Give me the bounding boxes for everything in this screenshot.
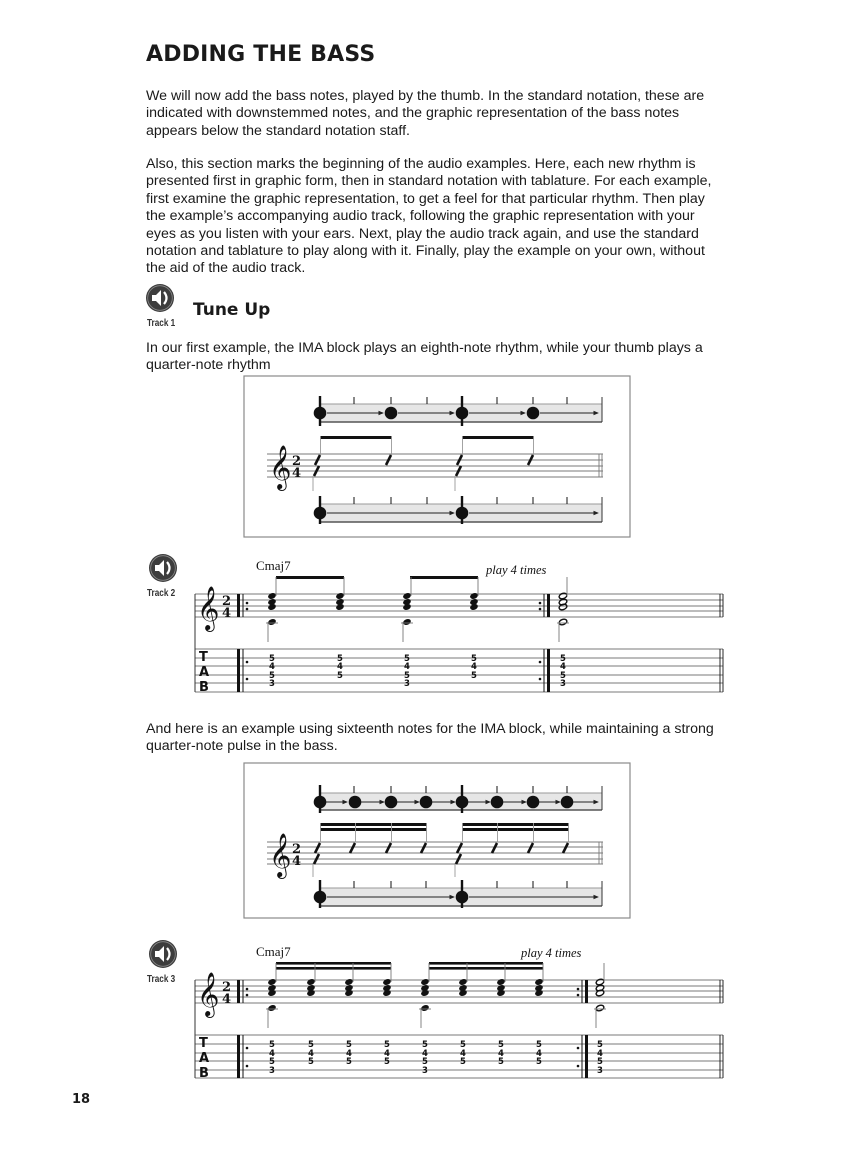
svg-text:4: 4	[308, 1049, 314, 1059]
svg-text:5: 5	[498, 1040, 504, 1050]
track-2-label: Track 2	[147, 587, 176, 599]
svg-text:4: 4	[471, 662, 477, 672]
notation-track-2	[195, 558, 723, 695]
svg-text:5: 5	[404, 654, 410, 664]
svg-text:3: 3	[422, 1066, 428, 1076]
svg-text:Cmaj7: Cmaj7	[256, 944, 291, 959]
svg-text:B: B	[199, 680, 209, 695]
treble-clef-icon: 𝄞	[269, 445, 292, 489]
svg-text:B: B	[199, 1066, 209, 1081]
svg-text:5: 5	[269, 1057, 275, 1067]
svg-text:4: 4	[560, 662, 566, 672]
svg-text:4: 4	[384, 1049, 390, 1059]
svg-text:5: 5	[460, 1057, 466, 1067]
svg-text:5: 5	[536, 1057, 542, 1067]
svg-text:2: 2	[222, 980, 232, 995]
text-line: Also, this section marks the beginning of the audio examples. Here, each new rhythm is	[146, 156, 696, 172]
svg-text:5: 5	[269, 671, 275, 681]
text-line: In our first example, the IMA block plays an eighth-note rhythm, while your thumb plays a	[146, 340, 703, 356]
svg-text:5: 5	[269, 654, 275, 664]
notation-track-3	[195, 944, 723, 1081]
svg-text:4: 4	[498, 1049, 504, 1059]
treble-clef-icon: 𝄞	[197, 972, 220, 1016]
track-3-label: Track 3	[147, 973, 176, 985]
svg-text:4: 4	[269, 1049, 275, 1059]
text-line: the aid of the audio track.	[146, 260, 306, 277]
svg-text:5: 5	[597, 1040, 603, 1050]
svg-text:5: 5	[346, 1057, 352, 1067]
svg-text:5: 5	[498, 1057, 504, 1067]
svg-text:5: 5	[597, 1057, 603, 1067]
text-line: indicated with downstemmed notes, and the graphic representation of the bass notes	[146, 105, 680, 122]
treble-clef-icon: 𝄞	[197, 586, 220, 630]
svg-text:T: T	[199, 1036, 208, 1051]
svg-text:5: 5	[404, 671, 410, 681]
text-line: presented first in graphic form, then in standard notation with tablature. For each example,	[146, 173, 712, 190]
svg-text:5: 5	[560, 654, 566, 664]
svg-text:5: 5	[337, 671, 343, 681]
treble-clef-icon: 𝄞	[269, 833, 292, 877]
text-line: appears below the standard notation staff.	[146, 122, 410, 139]
svg-text:5: 5	[471, 671, 477, 681]
svg-text:5: 5	[560, 671, 566, 681]
svg-text:4: 4	[222, 992, 232, 1007]
svg-text:4: 4	[292, 466, 302, 481]
text-line: notation and tablature to play along with it. Finally, play the example on your own, without	[146, 243, 705, 260]
text-line: first examine the graphic representation, to get a feel for that particular rhythm. Then play	[146, 190, 705, 207]
svg-text:play 4 times: play 4 times	[521, 946, 582, 960]
svg-text:5: 5	[471, 654, 477, 664]
svg-text:2: 2	[292, 454, 302, 469]
text-line: the example’s accompanying audio track, following the graphic representation with your	[146, 208, 695, 225]
svg-text:5: 5	[308, 1057, 314, 1067]
text-line: eyes as you listen with your ears. Next, play the audio track again, and use the standard	[146, 225, 699, 242]
svg-text:3: 3	[404, 679, 410, 689]
svg-text:5: 5	[308, 1040, 314, 1050]
svg-text:3: 3	[560, 679, 566, 689]
tab-numbers	[269, 1040, 603, 1076]
page-number: 18	[72, 1092, 91, 1107]
text-line: quarter-note pulse in the bass.	[146, 738, 338, 755]
rhythm-graphic-sixteenths	[244, 763, 630, 918]
svg-text:4: 4	[337, 662, 343, 672]
svg-text:4: 4	[597, 1049, 603, 1059]
svg-text:5: 5	[536, 1040, 542, 1050]
text-line: quarter-note rhythm	[146, 357, 271, 374]
svg-text:4: 4	[269, 662, 275, 672]
svg-text:3: 3	[269, 1066, 275, 1076]
svg-text:4: 4	[222, 606, 232, 621]
svg-text:Cmaj7: Cmaj7	[256, 558, 291, 573]
track-1-label: Track 1	[147, 317, 176, 329]
rhythm-graphic-eighths	[244, 376, 630, 537]
section-heading: Tune Up	[193, 300, 271, 320]
svg-text:5: 5	[337, 654, 343, 664]
tab-numbers	[269, 654, 566, 689]
svg-text:4: 4	[536, 1049, 542, 1059]
svg-text:play 4 times: play 4 times	[486, 563, 547, 577]
svg-text:4: 4	[404, 662, 410, 672]
svg-text:5: 5	[422, 1057, 428, 1067]
svg-text:5: 5	[460, 1040, 466, 1050]
page-title: ADDING THE BASS	[146, 42, 376, 67]
svg-text:2: 2	[222, 594, 232, 609]
text-line: And here is an example using sixteenth notes for the IMA block, while maintaining a strong	[146, 721, 714, 737]
svg-text:T: T	[199, 650, 208, 665]
svg-text:5: 5	[384, 1057, 390, 1067]
svg-text:2: 2	[292, 842, 302, 857]
svg-text:3: 3	[597, 1066, 603, 1076]
svg-text:5: 5	[269, 1040, 275, 1050]
svg-text:3: 3	[269, 679, 275, 689]
svg-text:5: 5	[346, 1040, 352, 1050]
svg-text:5: 5	[384, 1040, 390, 1050]
svg-text:5: 5	[422, 1040, 428, 1050]
svg-text:A: A	[199, 665, 210, 680]
svg-text:4: 4	[422, 1049, 428, 1059]
svg-text:4: 4	[460, 1049, 466, 1059]
svg-text:A: A	[199, 1051, 210, 1066]
text-line: We will now add the bass notes, played by the thumb. In the standard notation, these are	[146, 88, 705, 104]
svg-text:4: 4	[292, 854, 302, 869]
svg-text:4: 4	[346, 1049, 352, 1059]
